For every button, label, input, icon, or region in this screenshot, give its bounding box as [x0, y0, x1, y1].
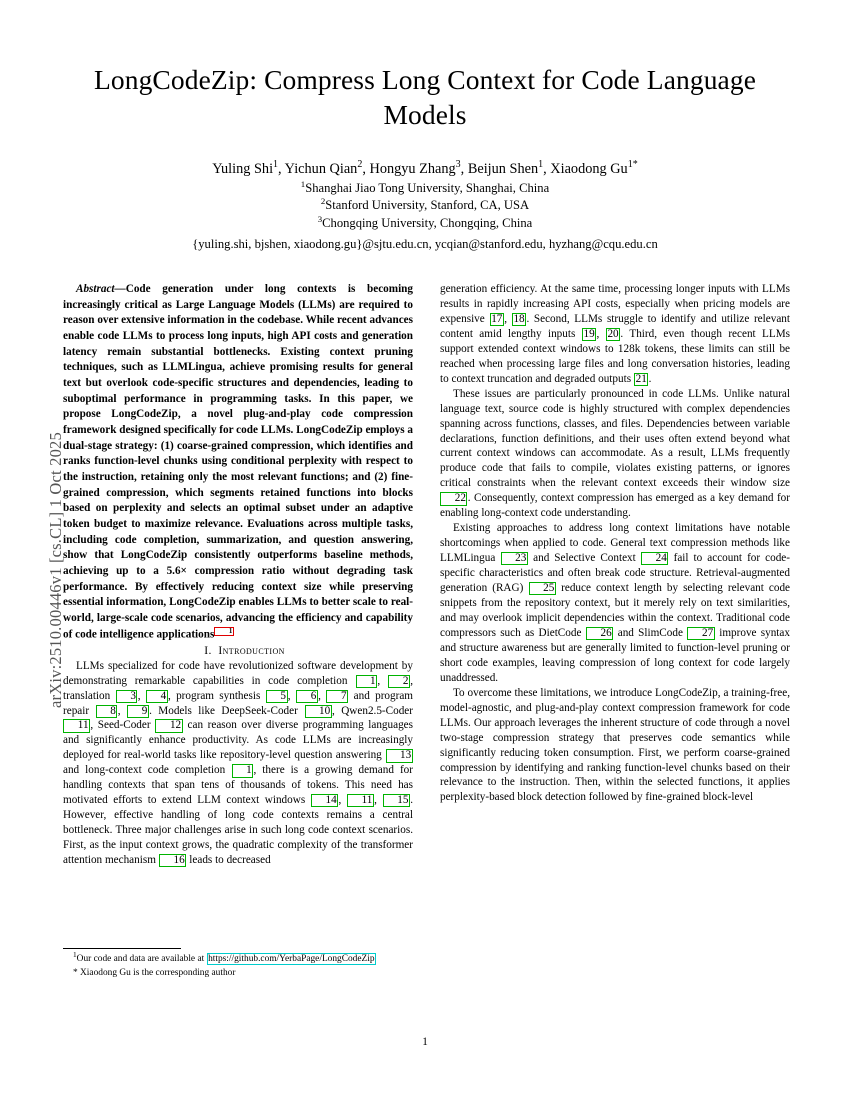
text-run: can reason over diverse programming languages and significantly enhance productivity. As code LLMs are increasingly deployed for real-world tasks like repository-level question answering: [63, 719, 413, 762]
right-paragraph-1: generation efficiency. At the same time, processing longer inputs with LLMs results in rapidly increasing API costs, especially when pricing models are expensive 17 , 18 . Second, LLMs struggle to identify and utilize relevant content amid lengthy inputs 19 , 20 . Third, even though recent LLMs support extended context windows to 128k tokens, these limits can still be reached when processing large files and long conversation histories, leading to context truncation and degraded outputs 21 .: [440, 283, 790, 385]
citation-link[interactable]: 24: [641, 552, 668, 565]
abstract-label: Abstract—: [76, 283, 126, 295]
emails-line: {yuling.shi, bjshen, xiaodong.gu}@sjtu.edu.cn, ycqian@stanford.edu, hyzhang@cqu.edu.cn: [192, 237, 658, 252]
text-run: generation efficiency. At the same time, processing longer inputs with LLMs results in rapidly increasing API costs, especially when pricing models are expensive: [440, 283, 790, 325]
citation-link[interactable]: 6: [296, 690, 318, 703]
abstract-footnote-marker[interactable]: 1: [214, 627, 233, 636]
affiliation-marker: 1: [300, 178, 306, 189]
citation-link[interactable]: 5: [266, 690, 288, 703]
affiliation-3: $^3$Chongqing University, Chongqing, China: [317, 213, 533, 230]
text-run: , program synthesis: [168, 689, 266, 702]
citation-link[interactable]: 21: [635, 372, 647, 385]
citation-link[interactable]: 26: [586, 627, 613, 640]
author-block: [75, 160, 775, 253]
text-run: and SlimCode: [613, 626, 688, 639]
text-run: fail to account for code-specific characteristics and often break code structure. Retrieval-augmented generation (RAG): [440, 552, 790, 595]
citation-link[interactable]: 4: [146, 690, 168, 703]
citation-link[interactable]: 22: [440, 492, 467, 505]
citation-link[interactable]: 10: [305, 705, 332, 718]
section-numeral: I.: [204, 644, 212, 658]
text-run: . Third, even though recent LLMs support extended context windows to 128k tokens, these limits can still be reached when processing large files and long conversation histories, leading to context truncation and degraded outputs: [440, 327, 790, 385]
footnote-rule: [63, 948, 181, 949]
citation-link[interactable]: 15: [383, 794, 410, 807]
footnote-area: [63, 948, 413, 980]
text-run: These issues are particularly pronounced in code LLMs. Unlike natural language text, source code is highly structured with complex dependencies spanning across functions, classes, and files. Dependencies between variable declarations, function definitions, and their uses often extend beyond what current context windows can accommodate. As a result, LLMs frequently produce code that fails to compile, violates existing patterns, or ignores critical constraints when the relevant context exceeds their window size: [440, 387, 790, 490]
repository-url-link[interactable]: https://github.com/YerbaPage/LongCodeZip: [208, 954, 375, 964]
citation-link[interactable]: 20: [607, 327, 619, 340]
affiliation-marker: 2: [320, 196, 326, 207]
title-block: [75, 0, 775, 254]
footnote-marker: 1: [73, 949, 77, 959]
citation-link[interactable]: 17: [491, 312, 503, 325]
citation-link[interactable]: 27: [687, 627, 714, 640]
author-affiliation-marker: 1*: [627, 159, 638, 171]
citation-link[interactable]: 8: [96, 705, 118, 718]
text-run: , there is a growing demand for handling contexts that span tens of thousands of tokens. This need has motivated efforts to extend LLM context windows: [63, 764, 413, 807]
text-run: Existing approaches to address long context limitations have notable shortcomings when applied to code. General text compression methods like LLMLingua: [440, 522, 790, 565]
footnote-corresponding-author: * Xiaodong Gu is the corresponding author: [73, 967, 236, 978]
citation-link[interactable]: 19: [583, 327, 595, 340]
abstract-body: Code generation under long contexts is becoming increasingly critical as Large Language Models (LLMs) are required to reason over extensive information in the codebase. While recent advances enable code LLMs to process long inputs, high API costs and generation latency remain substantial bottlenecks. Existing context pruning techniques, such as LLMLingua, achieve promising results for general text but overlook code-specific structures and dependencies, leading to suboptimal performance in programming tasks. In this paper, we propose LongCodeZip, a novel plug-and-play code compression framework designed specifically for code LLMs. LongCodeZip employs a dual-stage strategy: (1) coarse-grained compression, which identifies and ranks function-level chunks using conditional perplexity with respect to the instruction, retaining only the most relevant functions; and (2) fine-grained compression, which segments retained functions into blocks based on perplexity and selects an optimal subset under an adaptive token budget to maximize relevance. Evaluations across multiple tasks, including code completion, summarization, and question answering, show that LongCodeZip consistently outperforms baseline methods, achieving up to a 5.6× compression ratio without degrading task performance. By effectively reducing context size while preserving essential information, LongCodeZip enables LLMs to better scale to real-world, large-scale code scenarios, advancing the efficiency and capability of code intelligence applications: [63, 283, 414, 641]
text-run: reduce context length by selecting relevant code snippets from the repository context, but it merely rely on text similarities, and may overlook implicit dependencies within the context. Traditional code compressors such as DietCode: [440, 582, 791, 639]
text-run: , translation: [63, 674, 414, 702]
author-affiliation-marker: 1: [273, 159, 279, 171]
citation-link[interactable]: 23: [501, 552, 528, 565]
text-run: .: [648, 372, 652, 385]
two-column-body: [63, 282, 790, 1022]
text-run: LLMs specialized for code have revolutionized software development by demonstrating remarkable capabilities in code completion: [63, 659, 413, 687]
affiliation-2: $^2$Stanford University, Stanford, CA, USA: [320, 196, 530, 213]
right-paragraph-3: [440, 521, 790, 685]
text-run: , Qwen2.5-Coder: [332, 704, 413, 717]
page-title: LongCodeZip: Compress Long Context for Code Language Models: [93, 64, 757, 131]
citation-link[interactable]: 1: [232, 764, 254, 777]
text-run: and Selective Context: [528, 552, 641, 565]
right-paragraph-2: [440, 387, 790, 522]
footnote-code-availability: [63, 949, 413, 966]
text-run: improve syntax and structure awareness but are generally limited to function-level pruning or short code examples, leaving compression of long context for code largely unaddressed.: [440, 626, 790, 684]
citation-link[interactable]: 13: [386, 749, 413, 762]
text-run: . Models like DeepSeek-Coder: [149, 704, 305, 717]
abstract: [63, 282, 413, 643]
right-column: [440, 282, 790, 1022]
text-run: leads to decreased: [186, 854, 271, 867]
right-paragraph-4: To overcome these limitations, we introduce LongCodeZip, a training-free, model-agnostic, and plug-and-play context compression framework for code LLMs. Our approach leverages the inherent structure of code through a novel two-stage compression strategy that preserves code semantics while significantly reducing token consumption. First, we perform coarse-grained compression by identifying and ranking function-level chunks based on their relevance to the instruction. Then, within the selected functions, it applies perplexity-based block detection followed by fine-grained block-level: [440, 686, 790, 804]
citation-link[interactable]: 12: [155, 719, 182, 732]
text-run: . Second, LLMs struggle to identify and utilize relevant content amid lengthy inputs: [440, 312, 790, 340]
affiliation-1: $^1$Shanghai Jiao Tong University, Shanghai, China: [300, 178, 550, 196]
citation-link[interactable]: 16: [159, 854, 186, 867]
citation-link[interactable]: 1: [356, 675, 378, 688]
citation-link[interactable]: 25: [529, 582, 556, 595]
page-number: 1: [422, 1036, 428, 1048]
citation-link[interactable]: 2: [388, 675, 410, 688]
intro-paragraph-1: LLMs specialized for code have revolutionized software development by demonstrating remarkable capabilities in code completion 1 , 2 , translation 3 , 4 , program synthesis 5 , 6 , 7 and program repair 8 , 9 . Models like DeepSeek-Coder 10 , Qwen2.5-Coder 11 , Seed-Coder 12 can reason over diverse programming languages and significantly enhance productivity. As code LLMs are increasingly deployed for real-world tasks like repository-level question answering 13 and long-context code completion 1 , there is a growing demand for handling contexts that span tens of thousands of tokens. This need has motivated efforts to extend LLM context windows 14 , 11 , 15 . However, effective handling of long code contexts remains a central bottleneck. Three major challenges arise in such long code context scenarios. First, as the input context grows, the quadratic complexity of the transformer attention mechanism 16 leads to decreased: [63, 659, 414, 867]
citation-link[interactable]: 7: [326, 690, 348, 703]
text-run: Our code and data are available at: [76, 954, 207, 964]
citation-link[interactable]: 14: [311, 794, 338, 807]
author-affiliation-marker: 1: [538, 159, 544, 171]
citation-link[interactable]: 18: [513, 312, 525, 325]
affiliation-marker: 3: [317, 213, 323, 224]
text-run: . Consequently, context compression has emerged as a key demand for enabling long-context code understanding.: [440, 492, 790, 520]
text-run: . However, effective handling of long code contexts remains a central bottleneck. Three major challenges arise in such long code context scenarios. First, as the input context grows, the quadratic complexity of the transformer attention mechanism: [63, 794, 414, 867]
citation-link[interactable]: 11: [63, 719, 90, 732]
text-run: and long-context code completion: [63, 764, 232, 777]
section-heading-introduction: [63, 643, 413, 658]
section-title: Introduction: [218, 644, 285, 658]
left-column: [63, 282, 413, 1022]
citation-link[interactable]: 9: [127, 705, 149, 718]
arxiv-stamp: arXiv:2510.00446v1 [cs.CL] 1 Oct 2025: [46, 432, 65, 708]
author-affiliation-marker: 3: [455, 159, 461, 171]
authors-line: Yuling Shi$^1$, Yichun Qian$^2$, Hongyu Zhang$^3$, Beijun Shen$^1$, Xiaodong $Gu^{1*}$: [212, 159, 638, 178]
text-run: and program repair: [63, 689, 413, 717]
citation-link[interactable]: 11: [347, 794, 374, 807]
text-run: , Seed-Coder: [90, 719, 156, 732]
author-affiliation-marker: 2: [357, 159, 363, 171]
citation-link[interactable]: 3: [116, 690, 138, 703]
